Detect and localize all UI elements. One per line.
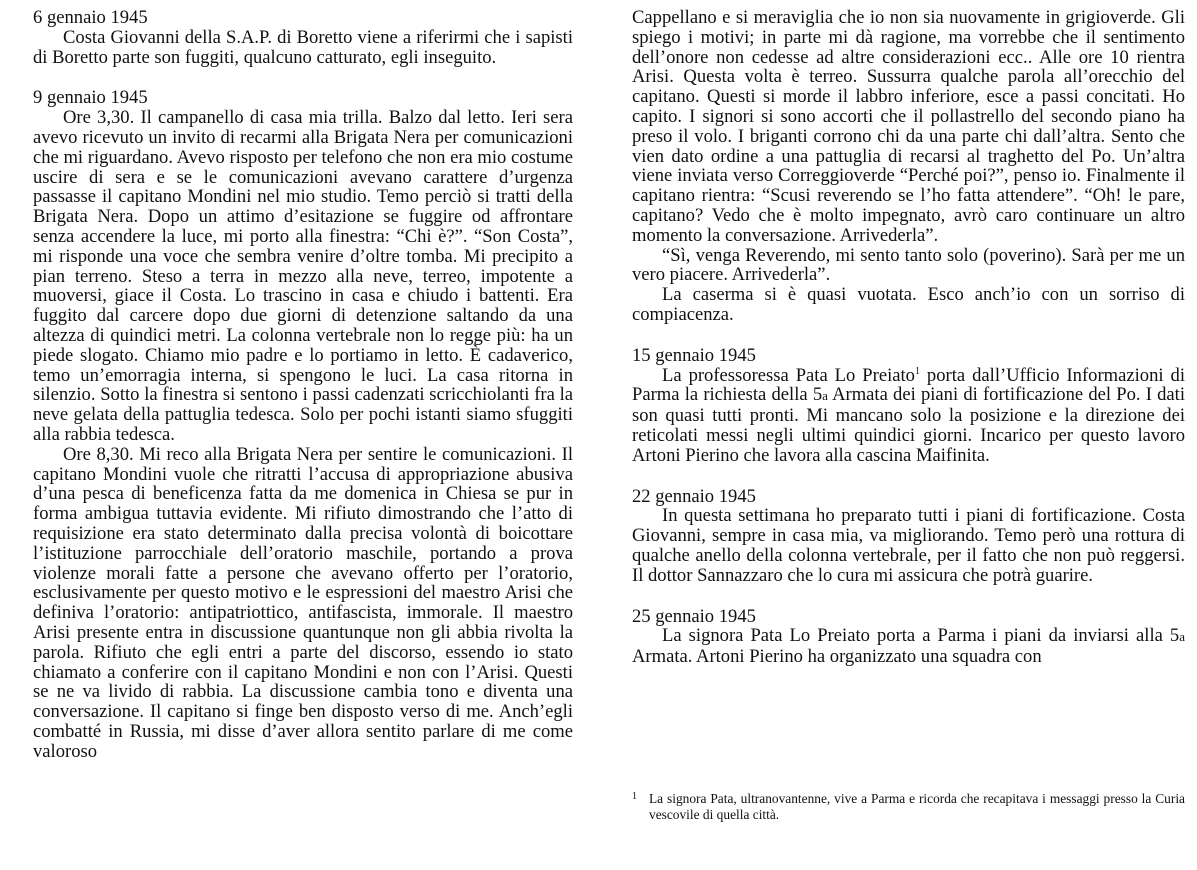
footnote-text: La signora Pata, ultranovantenne, vive a Parma e ricorda che recapitava i messaggi presso la Curia vescovile di quella città. bbox=[649, 791, 1185, 822]
right-column bbox=[632, 8, 1185, 688]
footnote-mark: 1 bbox=[632, 791, 637, 802]
left-column bbox=[33, 8, 573, 782]
entry-paragraph bbox=[632, 626, 1185, 667]
entry-date: 22 gennaio 1945 bbox=[632, 485, 756, 507]
diary-entry bbox=[632, 346, 1185, 466]
entry-paragraph: Cappellano e si meraviglia che io non sia nuovamente in grigioverde. Gli spiego i motivi; in parte mi dà ragione, ma vorrebbe che il sentimento dell’onore non cedesse ad altre considerazioni ecc.. Alle ore 10 rientra Arisi. Questa volta è terreo. Sussurra qualche parola all’orecchio del capitano. Questi si morde il labbro inferiore, esce a passi concitati. Ho capito. I signori si sono accorti che il pollastrello del secondo piano ha preso il volo. I briganti corrono chi da una parte chi dall’altra. Sento che vien dato ordine a una pattuglia di recarsi al traghetto del Po. Un’altra viene inviata verso Correggioverde “Perché poi?”, penso io. Finalmente il capitano rientra: “Scusi reverendo se l’ho fatta attendere”. “Oh! le pare, capitano? Vedo che è molto impegnato, avrò caro continuare un altro momento la conversazione. Arrivederla”. bbox=[632, 7, 1185, 246]
entry-paragraph: “Sì, venga Reverendo, mi sento tanto solo (poverino). Sarà per me un vero piacere. Arrivederla”. bbox=[632, 244, 1185, 286]
entry-date: 15 gennaio 1945 bbox=[632, 344, 756, 366]
diary-entry bbox=[632, 487, 1185, 586]
text-run: porta dall’Ufficio Informazioni di Parma la richiesta della 5 bbox=[632, 364, 1185, 406]
entry-paragraph bbox=[632, 366, 1185, 466]
diary-entry bbox=[632, 607, 1185, 667]
entry-paragraph: In questa settimana ho preparato tutti i piani di fortificazione. Costa Giovanni, sempre in casa mia, va migliorando. Temo però una rottura di qualche anello della colonna vertebrale, per il fatto che non può reggersi. Il dottor Sannazzaro che lo cura mi assicura che potrà guarire. bbox=[632, 505, 1185, 586]
entry-paragraph: La caserma si è quasi vuotata. Esco anch’io con un sorriso di compiacenza. bbox=[632, 284, 1185, 325]
footnote-reference[interactable]: 1 bbox=[914, 365, 920, 377]
text-run: La signora Pata Lo Preiato porta a Parma i piani da inviarsi alla 5 bbox=[662, 625, 1180, 647]
diary-entry bbox=[33, 8, 573, 67]
text-run: Armata. Artoni Pierino ha organizzato una squadra con bbox=[632, 646, 1042, 668]
ordinal-suffix: a bbox=[822, 388, 828, 404]
entry-date: 25 gennaio 1945 bbox=[632, 605, 756, 627]
entry-date: 6 gennaio 1945 bbox=[33, 7, 148, 28]
entry-paragraph: Ore 3,30. Il campanello di casa mia trilla. Balzo dal letto. Ieri sera avevo ricevuto un invito di recarmi alla Brigata Nera per comunicazioni che mi riguardano. Avevo risposto per telefono che non era mio costume uscire di sera e se le comunicazioni avevano carattere d’urgenza passasse il capitano Mondini nel mio studio. Temo perciò si tratti della Brigata Nera. Dopo un attimo d’esitazione se fuggire od affrontare senza accendere la luce, mi porto alla finestra: “Chi è?”. “Son Costa”, mi risponde una voce che sembra venire d’oltre tomba. Mi precipito a pian terreno. Steso a terra in mezzo alla neve, terreo, impotente a muoversi, giace il Costa. Lo trascino in casa e chiudo i battenti. Era fuggito dal carcere dopo due giorni di detenzione saltando da una altezza di quindici metri. La colonna vertebrale non lo regge più: ha un piede slogato. Chiamo mio padre e lo portiamo in letto. È cadaverico, temo un’emorragia interna, si spengono le luci. La casa ritorna in silenzio. Sotto la finestra si sentono i passi cadenzati scricchiolanti fra la neve gelata della pattuglia tedesca. Solo per pochi istanti siamo sfuggiti alla rabbia tedesca. bbox=[33, 107, 573, 445]
diary-entry bbox=[33, 88, 573, 761]
text-run: La professoressa Pata Lo Preiato bbox=[662, 364, 915, 386]
entry-paragraph: Costa Giovanni della S.A.P. di Boretto viene a riferirmi che i sapisti di Boretto parte son fuggiti, qualcuno catturato, egli inseguito. bbox=[33, 26, 573, 68]
book-page bbox=[0, 8, 1197, 870]
text-run: Armata dei piani di fortificazione del Po. I dati son quasi tutti pronti. Mi mancano solo la posizione e la direzione dei reticolati messi negli ultimi quindici giorni. Incarico per questo lavoro Artoni Pierino che lavora alla cascina Maifinita. bbox=[632, 384, 1185, 466]
entry-paragraph: Ore 8,30. Mi reco alla Brigata Nera per sentire le comunicazioni. Il capitano Mondini vuole che ritratti l’accusa di appropriazione abusiva d’una pesca di beneficenza fatta da me domenica in Chiesa se pur in forma ambigua tuttavia evidente. Mi rifiuto dimostrando che l’atto di requisizione era stato determinato dalla precisa volontà di boicottare l’istituzione parrocchiale dell’oratorio maschile, portando a prova violenze morali fatte a persone che avevano offerto per l’oratorio, esclusivamente per questo motivo e le espressioni del maestro Arisi che definiva l’oratorio: antipatriottico, antifascista, immorale. Il maestro Arisi presente entra in discussione quantunque non gli abbia rivolta la parola. Rifiuto che egli entri a parte del discorso, essendo io stato chiamato a conferire con il capitano Mondini e non con l’Arisi. Questi se ne va livido di rabbia. La discussione cambia tono e diventa una conversazione. Il capitano si finge ben disposto verso di me. Anch’egli combatté in Russia, mi disse d’aver allora sentito parlare di me come valoroso bbox=[33, 443, 573, 762]
entry-date: 9 gennaio 1945 bbox=[33, 87, 148, 109]
diary-entry-continued bbox=[632, 8, 1185, 325]
ordinal-suffix: a bbox=[1179, 629, 1185, 645]
footnote bbox=[632, 791, 1185, 822]
